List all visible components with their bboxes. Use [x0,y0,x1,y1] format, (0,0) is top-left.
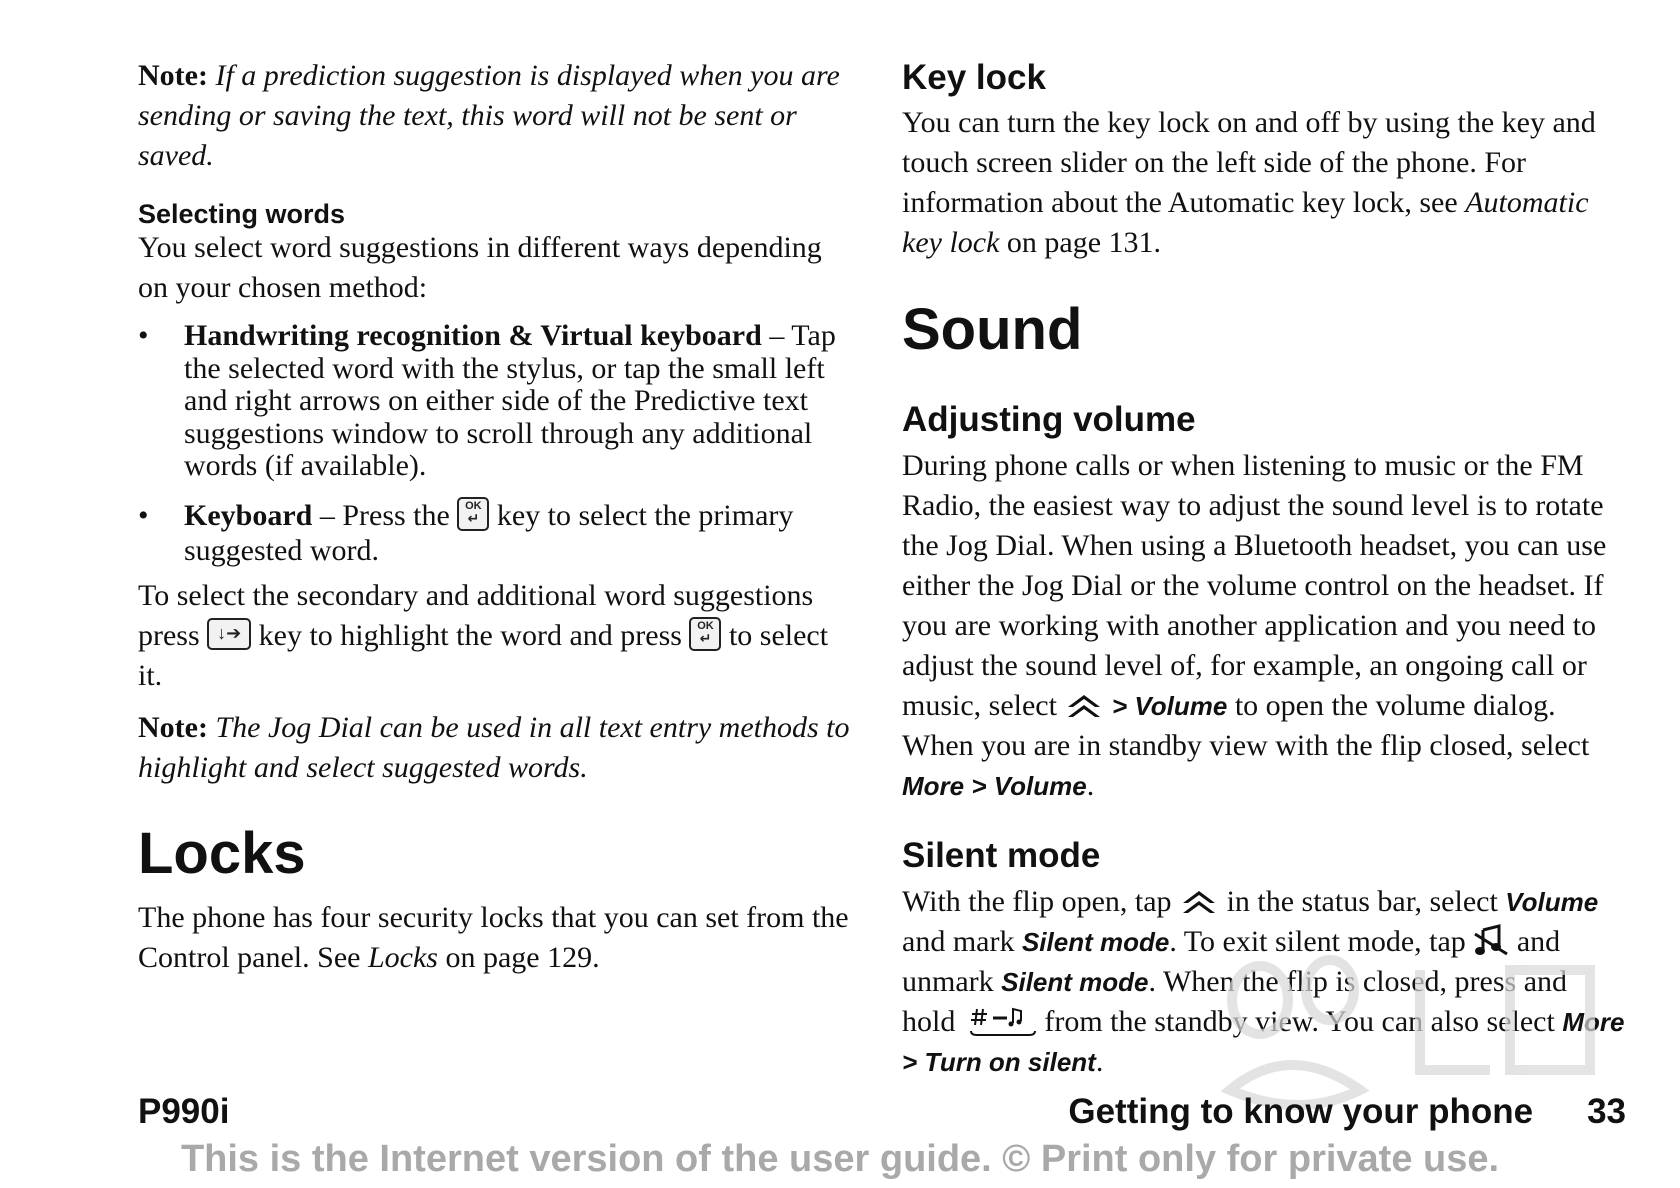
bullet-dot: • [138,499,149,532]
bullet-dot: • [138,319,149,352]
status-arrow-icon [1064,691,1104,719]
secondary-suggestions: To select the secondary and additional word suggestions press ↓➔ key to highlight the word and press OK ↵ to select it. [138,579,829,692]
footer-section [1068,1092,1626,1132]
adjusting-volume-text: During phone calls or when listening to music or the FM Radio, the easiest way to adjust the sound level is to rotate the Jog Dial. When using a Bluetooth headset, you can use either the Jog Dial or the volume control on the headset. If you are working with another application and you need to adjust the sound level of, for example, an ongoing call or music, select > Volume to open the volume dialog. When you are in standby view with the flip closed, select More > Volume. [902,449,1607,802]
automatic-key-lock-reference: Automatic key lock [902,186,1589,259]
internet-version-notice: This is the Internet version of the user guide. © Print only for private use. [180,1138,1500,1180]
note-prediction: Note: If a prediction suggestion is displayed when you are sending or saving the text, this word will not be sent or saved. [138,59,840,172]
ok-key-icon: OK ↵ [457,497,489,531]
footer-section-title: Getting to know your phone [1068,1092,1534,1131]
bullet-handwriting: • Handwriting recognition & Virtual keyboard – Tap the selected word with the stylus, or tap the small left and right arrows on either side of the Predictive text suggestions window to scroll through any additional words (if available). [138,319,836,482]
locks-text: The phone has four security locks that you can set from the Control panel. See Locks on page 129. [138,901,849,974]
hash-key-icon [963,1005,1037,1037]
selecting-intro: You select word suggestions in different ways depending on your chosen method: [138,231,822,304]
footer-model: P990i [138,1092,230,1131]
silent-mode-text: With the flip open, tap in the status bar, select Volume and mark Silent mode. To exit silent mode, tap and unmark Silent mode. When the flip is closed, press and hold from the standby view. You can also select More > Turn on silent. [902,885,1625,1078]
bullet-keyboard: • Keyboard – Press the OK ↵ key to select the primary suggested word. [138,499,794,568]
sound-heading: Sound [902,297,1083,362]
ok-key-icon: OK ↵ [689,617,721,651]
silent-icon [1473,924,1509,958]
selecting-words-heading: Selecting words [138,199,346,229]
note-jog-dial: Note: The Jog Dial can be used in all text entry methods to highlight and select suggested words. [138,711,850,784]
silent-mode-heading: Silent mode [902,836,1101,875]
key-lock-text: You can turn the key lock on and off by using the key and touch screen slider on the left side of the phone. For information about the Automatic key lock, see Automatic key lock on page 131. [902,106,1596,259]
page-number: 33 [1587,1092,1626,1131]
key-lock-heading: Key lock [902,58,1046,97]
adjusting-volume-heading: Adjusting volume [902,400,1196,439]
arrow-key-icon: ↓➔ [207,618,251,650]
locks-heading: Locks [138,821,306,886]
status-arrow-icon [1179,887,1219,915]
locks-reference: Locks [367,941,438,974]
